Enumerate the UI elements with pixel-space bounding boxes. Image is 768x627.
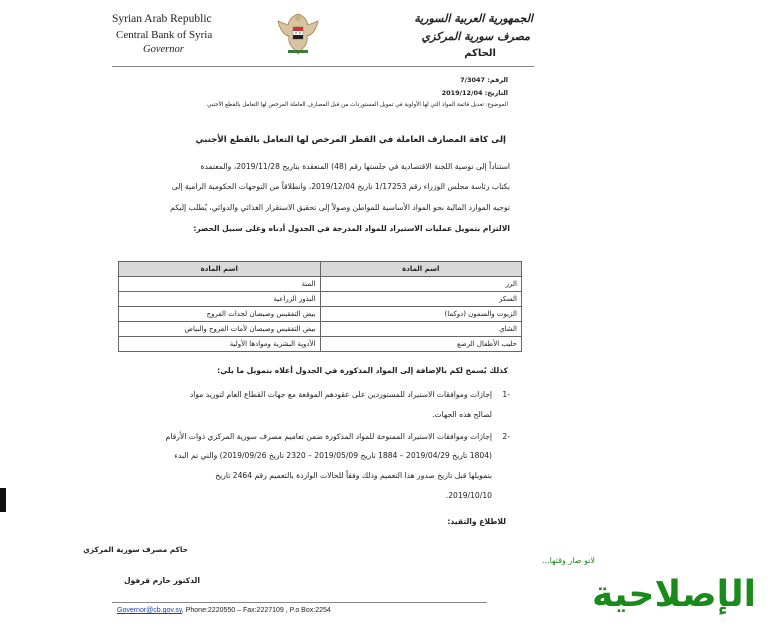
letterhead-en-title: Governor (143, 44, 184, 55)
table-cell: بيض التفقيس وصيصان لأمات الفروج والبياض (119, 322, 321, 337)
table-cell: البذور الزراعية (119, 292, 321, 307)
table-header-cell: اسم المادة (119, 262, 321, 277)
letterhead-ar-country: الجمهورية العربية السورية (414, 12, 533, 25)
subject-line: الموضوع: تعديل قائمة المواد التي لها الأولوية في تمويل المستوردات من قبل المصارف العاملة المرخص لها التعامل بالقطع الأجنبي (207, 102, 508, 108)
letterhead-en-country: Syrian Arab Republic (112, 13, 212, 25)
closing-line: للاطلاع والتقيد: (447, 517, 506, 526)
goods-table (118, 261, 522, 352)
list-item-text: إجازات وموافقات الاستيراد للمستوردين على عقودهم الموقعة مع جهات القطاع العام لتوريد مواد (189, 390, 492, 399)
list-item-text: لصالح هذه الجهات. (432, 410, 492, 419)
body-line-1: استناداً إلى توصية اللجنة الاقتصادية في جلستها رقم (48) المنعقدة بتاريخ 2019/11/28، والمعتمدة (200, 162, 510, 171)
table-row (119, 292, 522, 307)
signatory-title: حاكم مصرف سورية المركزي (83, 545, 188, 554)
table-header-cell: اسم المادة (320, 262, 522, 277)
signatory-name: الدكتور حازم قرفول (123, 576, 200, 585)
footer-phone-fax: , Phone:2220550 – Fax:2227109 , P.o Box:2254 (181, 607, 331, 614)
table-cell: الشاي (320, 322, 522, 337)
list-item-text: إجازات وموافقات الاستيراد الممنوحة للمواد المذكورة ضمن تعاميم مصرف سورية المركزي ذوات الأرقام (165, 432, 492, 441)
letterhead-ar-bank: مصرف سورية المركزي (421, 30, 530, 43)
list-item-number: -1 (502, 390, 510, 399)
table-cell: بيض التفقيس وصيصان لجدات الفروج (119, 307, 321, 322)
document-date: التاريخ: 2019/12/04 (441, 89, 508, 97)
table-row (119, 277, 522, 292)
body-line-2: بكتاب رئاسة مجلس الوزراء رقم 1/17253 تاريخ 2019/12/04، وانطلاقاً من التوجهات الحكومية الرامية إلى (171, 182, 510, 191)
table-cell: الزيوت والسمون (دوكما) (320, 307, 522, 322)
table-row (119, 307, 522, 322)
list-item-text: بتمويلها قبل تاريخ صدور هذا التعميم وذلك وفقاً للحالات الواردة بالتعميم رقم 2464 تاريخ (215, 471, 492, 480)
table-cell: الرز (320, 277, 522, 292)
letterhead-en-bank: Central Bank of Syria (116, 29, 213, 41)
table-cell: المتة (119, 277, 321, 292)
list-item-text: (1804 تاريخ 2019/04/29 – 1884 تاريخ 2019/05/09 – 2320 تاريخ 2019/09/26) والتي تم البدء (174, 451, 492, 460)
watermark-logo: الإصلاحية (592, 574, 756, 615)
footer-divider (112, 602, 487, 603)
letterhead-divider (112, 66, 534, 67)
addition-heading: كذلك يُسمح لكم بالإضافة إلى المواد المذكورة في الجدول أعلاه بتمويل ما يلي: (217, 366, 508, 375)
footer-contact (117, 607, 331, 614)
watermark-tagline: لانو صار وقتها... (542, 556, 595, 565)
body-line-4: الالتزام بتمويل عمليات الاستيراد للمواد المدرجة في الجدول أدناه وعلى سبيل الحصر: (193, 224, 510, 233)
table-cell: حليب الأطفال الرضع (320, 337, 522, 352)
list-item-number: -2 (502, 432, 510, 441)
addressee-heading: إلى كافة المصارف العاملة في القطر المرخص لها التعامل بالقطع الأجنبي (195, 135, 506, 145)
list-item-text: 2019/10/10. (445, 491, 492, 500)
body-line-3: توجيه الموارد المالية نحو المواد الأساسية للمواطن وصولاً إلى تحقيق الاستقرار الغذائي والدوائي، يُطلب إليكم (170, 203, 510, 212)
table-header-row (119, 262, 522, 277)
letterhead-ar-title: الحاكم (464, 48, 496, 59)
reference-number: الرقم: 7/3047 (460, 76, 508, 84)
syria-emblem-icon (272, 8, 324, 58)
table-cell: السكر (320, 292, 522, 307)
page-edge-marker (0, 488, 6, 512)
table-row (119, 322, 522, 337)
table-row (119, 337, 522, 352)
footer-email-link[interactable]: Governor@cb.gov.sy (117, 607, 182, 614)
table-cell: الأدوية البشرية وموادها الأولية (119, 337, 321, 352)
